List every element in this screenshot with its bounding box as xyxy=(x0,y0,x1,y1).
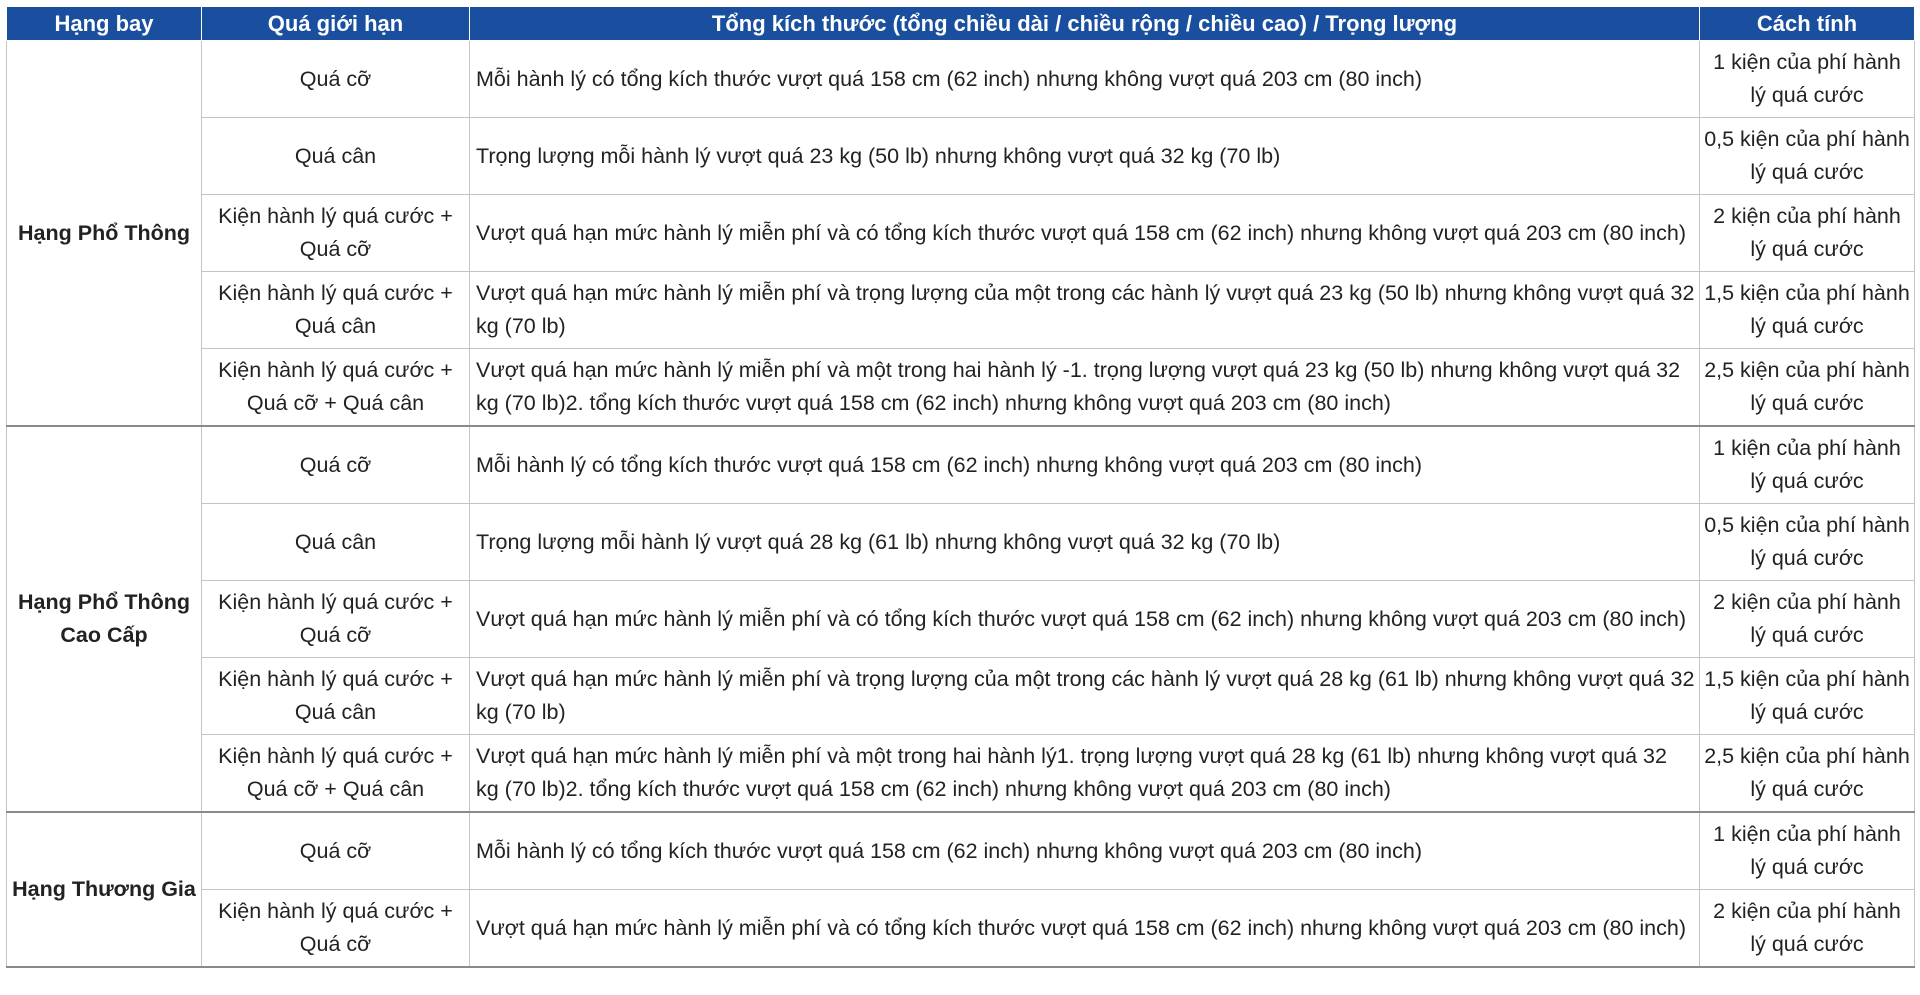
calculation-cell: 1 kiện của phí hành lý quá cước xyxy=(1700,41,1915,118)
limit-type-cell: Kiện hành lý quá cước + Quá cân xyxy=(202,658,470,735)
header-row xyxy=(7,7,1915,41)
table-row xyxy=(7,118,1915,195)
limit-type-cell: Quá cân xyxy=(202,118,470,195)
table-row xyxy=(7,504,1915,581)
table-body xyxy=(7,41,1915,968)
travel-class-cell: Hạng Phổ Thông xyxy=(7,41,202,427)
baggage-fee-table xyxy=(6,6,1915,968)
limit-type-cell: Kiện hành lý quá cước + Quá cỡ xyxy=(202,195,470,272)
calculation-cell: 2,5 kiện của phí hành lý quá cước xyxy=(1700,349,1915,427)
limit-type-cell: Kiện hành lý quá cước + Quá cân xyxy=(202,272,470,349)
table-header xyxy=(7,7,1915,41)
calculation-cell: 1,5 kiện của phí hành lý quá cước xyxy=(1700,658,1915,735)
table-row xyxy=(7,426,1915,504)
calculation-cell: 2 kiện của phí hành lý quá cước xyxy=(1700,581,1915,658)
calculation-cell: 2 kiện của phí hành lý quá cước xyxy=(1700,890,1915,968)
travel-class-cell: Hạng Phổ Thông Cao Cấp xyxy=(7,426,202,812)
limit-type-cell: Kiện hành lý quá cước + Quá cỡ xyxy=(202,890,470,968)
calculation-cell: 0,5 kiện của phí hành lý quá cước xyxy=(1700,118,1915,195)
calculation-cell: 2 kiện của phí hành lý quá cước xyxy=(1700,195,1915,272)
header-dimensions-weight: Tổng kích thước (tổng chiều dài / chiều rộng / chiều cao) / Trọng lượng xyxy=(470,7,1700,41)
dimension-weight-cell: Trọng lượng mỗi hành lý vượt quá 23 kg (50 lb) nhưng không vượt quá 32 kg (70 lb) xyxy=(470,118,1700,195)
dimension-weight-cell: Vượt quá hạn mức hành lý miễn phí và trọng lượng của một trong các hành lý vượt quá 28 kg (61 lb) nhưng không vượt quá 32 kg (70 lb) xyxy=(470,658,1700,735)
dimension-weight-cell: Vượt quá hạn mức hành lý miễn phí và một trong hai hành lý -1. trọng lượng vượt quá 23 kg (50 lb) nhưng không vượt quá 32 kg (70 lb)2. tổng kích thước vượt quá 158 cm (62 inch) nhưng không vượt quá 203 cm (80 inch) xyxy=(470,349,1700,427)
dimension-weight-cell: Mỗi hành lý có tổng kích thước vượt quá 158 cm (62 inch) nhưng không vượt quá 203 cm (80 inch) xyxy=(470,812,1700,890)
limit-type-cell: Kiện hành lý quá cước + Quá cỡ + Quá cân xyxy=(202,735,470,813)
limit-type-cell: Quá cỡ xyxy=(202,426,470,504)
travel-class-cell: Hạng Thương Gia xyxy=(7,812,202,967)
table-row xyxy=(7,812,1915,890)
table-row xyxy=(7,195,1915,272)
calculation-cell: 1 kiện của phí hành lý quá cước xyxy=(1700,812,1915,890)
calculation-cell: 2,5 kiện của phí hành lý quá cước xyxy=(1700,735,1915,813)
dimension-weight-cell: Mỗi hành lý có tổng kích thước vượt quá 158 cm (62 inch) nhưng không vượt quá 203 cm (80 inch) xyxy=(470,41,1700,118)
table-row xyxy=(7,349,1915,427)
table-row xyxy=(7,41,1915,118)
table-row xyxy=(7,658,1915,735)
table-row xyxy=(7,890,1915,968)
dimension-weight-cell: Vượt quá hạn mức hành lý miễn phí và trọng lượng của một trong các hành lý vượt quá 23 kg (50 lb) nhưng không vượt quá 32 kg (70 lb) xyxy=(470,272,1700,349)
dimension-weight-cell: Mỗi hành lý có tổng kích thước vượt quá 158 cm (62 inch) nhưng không vượt quá 203 cm (80 inch) xyxy=(470,426,1700,504)
limit-type-cell: Kiện hành lý quá cước + Quá cỡ xyxy=(202,581,470,658)
table-row xyxy=(7,272,1915,349)
header-calculation: Cách tính xyxy=(1700,7,1915,41)
calculation-cell: 1 kiện của phí hành lý quá cước xyxy=(1700,426,1915,504)
dimension-weight-cell: Vượt quá hạn mức hành lý miễn phí và có tổng kích thước vượt quá 158 cm (62 inch) nhưng không vượt quá 203 cm (80 inch) xyxy=(470,890,1700,968)
limit-type-cell: Quá cỡ xyxy=(202,812,470,890)
header-limit: Quá giới hạn xyxy=(202,7,470,41)
header-class: Hạng bay xyxy=(7,7,202,41)
limit-type-cell: Kiện hành lý quá cước + Quá cỡ + Quá cân xyxy=(202,349,470,427)
dimension-weight-cell: Vượt quá hạn mức hành lý miễn phí và có tổng kích thước vượt quá 158 cm (62 inch) nhưng không vượt quá 203 cm (80 inch) xyxy=(470,581,1700,658)
dimension-weight-cell: Vượt quá hạn mức hành lý miễn phí và một trong hai hành lý1. trọng lượng vượt quá 28 kg (61 lb) nhưng không vượt quá 32 kg (70 lb)2. tổng kích thước vượt quá 158 cm (62 inch) nhưng không vượt quá 203 cm (80 inch) xyxy=(470,735,1700,813)
dimension-weight-cell: Trọng lượng mỗi hành lý vượt quá 28 kg (61 lb) nhưng không vượt quá 32 kg (70 lb) xyxy=(470,504,1700,581)
calculation-cell: 0,5 kiện của phí hành lý quá cước xyxy=(1700,504,1915,581)
table-row xyxy=(7,735,1915,813)
dimension-weight-cell: Vượt quá hạn mức hành lý miễn phí và có tổng kích thước vượt quá 158 cm (62 inch) nhưng không vượt quá 203 cm (80 inch) xyxy=(470,195,1700,272)
limit-type-cell: Quá cỡ xyxy=(202,41,470,118)
baggage-fee-table-container xyxy=(6,6,1914,968)
table-row xyxy=(7,581,1915,658)
limit-type-cell: Quá cân xyxy=(202,504,470,581)
calculation-cell: 1,5 kiện của phí hành lý quá cước xyxy=(1700,272,1915,349)
